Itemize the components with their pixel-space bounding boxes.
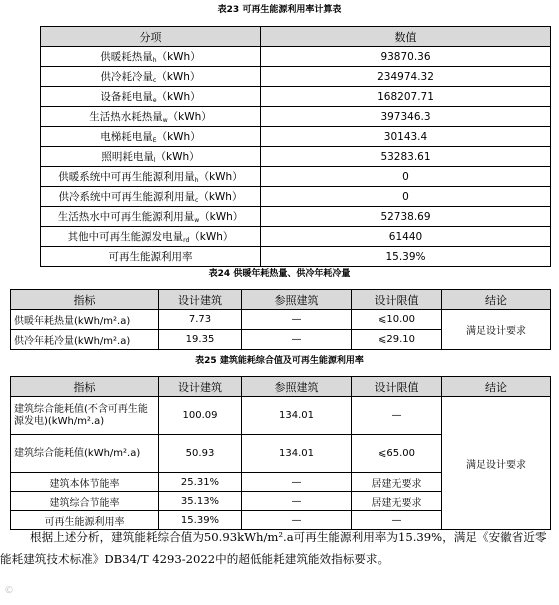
cell-limit: 居建无要求: [352, 473, 442, 492]
header-reference: 参照建筑: [242, 290, 352, 310]
header-value: 数值: [261, 27, 551, 47]
renewable-energy-table: [40, 26, 551, 267]
cell-design: 50.93: [159, 435, 242, 473]
table-row: [11, 397, 551, 435]
item-subscript: c: [153, 77, 157, 84]
table-header-row: [11, 377, 551, 397]
table-row: [41, 87, 551, 107]
item-subscript: h: [152, 57, 157, 64]
table-row: [41, 227, 551, 247]
cell-item: [41, 247, 261, 267]
item-label: 照明耗电量: [101, 151, 154, 163]
cell-value: 0: [261, 187, 551, 207]
item-label: 其他中可再生能源发电量: [67, 231, 184, 243]
cell-limit: —: [352, 397, 442, 435]
cell-reference: —: [242, 330, 352, 350]
cell-value: 61440: [261, 227, 551, 247]
cell-value: 0: [261, 167, 551, 187]
cell-item: [41, 207, 261, 227]
item-subscript: rd: [183, 237, 190, 244]
table-row: [41, 187, 551, 207]
item-label: 电梯耗电量: [100, 131, 153, 143]
cell-reference: —: [242, 473, 352, 492]
item-unit: （kWh）: [167, 111, 212, 123]
item-subscript: w: [194, 217, 200, 224]
item-unit: （kWh）: [155, 151, 200, 163]
cell-value: 53283.61: [261, 147, 551, 167]
item-subscript: w: [162, 117, 168, 124]
cell-item: [41, 147, 261, 167]
cell-design: 15.39%: [159, 511, 242, 530]
header-conclusion: 结论: [442, 290, 551, 310]
header-limit: 设计限值: [352, 377, 442, 397]
table-row: [41, 127, 551, 147]
cell-indicator: 建筑本体节能率: [11, 473, 159, 492]
item-unit: （kWh）: [198, 171, 243, 183]
cell-reference: 134.01: [242, 435, 352, 473]
cell-reference: —: [242, 492, 352, 511]
table-row: [41, 167, 551, 187]
cell-indicator: 建筑综合能耗值(不含可再生能源发电)(kWh/m².a): [11, 397, 159, 435]
watermark: ©: [4, 585, 14, 596]
item-subscript: c: [195, 197, 199, 204]
item-unit: （kWh）: [199, 211, 244, 223]
cell-indicator: 供冷年耗冷量(kWh/m².a): [11, 330, 159, 350]
cell-value: 30143.4: [261, 127, 551, 147]
table-row: [41, 107, 551, 127]
header-item: 分项: [41, 27, 261, 47]
item-unit: （kWh）: [156, 131, 201, 143]
header-indicator: 指标: [11, 290, 159, 310]
cell-indicator: 可再生能源利用率: [11, 511, 159, 530]
cell-design: 19.35: [159, 330, 242, 350]
item-subscript: E: [152, 137, 157, 144]
cell-limit: ⩽29.10: [352, 330, 442, 350]
cell-value: 234974.32: [261, 67, 551, 87]
header-reference: 参照建筑: [242, 377, 352, 397]
item-label: 供冷耗冷量: [100, 71, 154, 83]
item-label: 供暖耗热量: [100, 51, 153, 63]
cell-item: [41, 167, 261, 187]
item-unit: （kWh）: [198, 191, 243, 203]
cell-item: [41, 47, 261, 67]
header-design: 设计建筑: [159, 377, 242, 397]
cell-indicator: 供暖年耗热量(kWh/m².a): [11, 310, 159, 330]
summary-paragraph: 根据上述分析，建筑能耗综合值为50.93kWh/m².a可再生能源利用率为15.39%，满足《安徽省近零能耗建筑技术标准》DB34/T 4293-2022中的超低能耗建筑能效指标要求。: [0, 530, 547, 566]
table-row: [11, 310, 551, 330]
table-header-row: [41, 27, 551, 47]
table-row: [41, 147, 551, 167]
table-row: [41, 207, 551, 227]
cell-item: [41, 227, 261, 247]
cell-item: [41, 67, 261, 87]
cell-design: 25.31%: [159, 473, 242, 492]
cell-limit: —: [352, 511, 442, 530]
cell-design: 100.09: [159, 397, 242, 435]
cell-conclusion: 满足设计要求: [442, 310, 551, 350]
cell-indicator: 建筑综合能耗值(kWh/m².a): [11, 435, 159, 473]
table25-caption: 表25 建筑能耗综合值及可再生能源利用率: [195, 356, 364, 366]
table-row: [41, 47, 551, 67]
cell-item: [41, 187, 261, 207]
item-label: 生活热水中可再生能源利用量: [57, 211, 195, 223]
cell-design: 7.73: [159, 310, 242, 330]
item-unit: （kWh）: [189, 231, 234, 243]
table-header-row: [11, 290, 551, 310]
cell-reference: —: [242, 310, 352, 330]
cell-indicator: 建筑综合节能率: [11, 492, 159, 511]
cell-design: 35.13%: [159, 492, 242, 511]
cell-conclusion: 满足设计要求: [442, 397, 551, 530]
heating-cooling-table: [10, 289, 551, 350]
item-unit: （kWh）: [156, 91, 201, 103]
table-row: [41, 247, 551, 267]
table-row: [41, 67, 551, 87]
cell-value: 15.39%: [261, 247, 551, 267]
cell-item: [41, 107, 261, 127]
item-label: 可再生能源利用率: [108, 251, 193, 263]
header-conclusion: 结论: [442, 377, 551, 397]
item-label: 供暖系统中可再生能源利用量: [58, 171, 195, 183]
energy-consumption-table: [10, 376, 551, 530]
cell-limit: 居建无要求: [352, 492, 442, 511]
cell-limit: ⩽10.00: [352, 310, 442, 330]
cell-item: [41, 127, 261, 147]
cell-reference: —: [242, 511, 352, 530]
item-subscript: e: [152, 97, 157, 104]
item-label: 生活热水耗热量: [89, 111, 163, 123]
cell-value: 93870.36: [261, 47, 551, 67]
table23-caption: 表23 可再生能源利用率计算表: [217, 5, 342, 15]
table24-caption: 表24 供暖年耗热量、供冷年耗冷量: [208, 269, 351, 279]
cell-value: 52738.69: [261, 207, 551, 227]
item-label: 设备耗电量: [100, 91, 153, 103]
item-unit: （kWh）: [156, 71, 201, 83]
header-indicator: 指标: [11, 377, 159, 397]
header-design: 设计建筑: [159, 290, 242, 310]
header-limit: 设计限值: [352, 290, 442, 310]
item-subscript: l: [153, 157, 156, 164]
cell-value: 397346.3: [261, 107, 551, 127]
cell-value: 168207.71: [261, 87, 551, 107]
cell-reference: 134.01: [242, 397, 352, 435]
cell-limit: ⩽65.00: [352, 435, 442, 473]
item-unit: （kWh）: [156, 51, 201, 63]
item-label: 供冷系统中可再生能源利用量: [58, 191, 196, 203]
cell-item: [41, 87, 261, 107]
item-subscript: h: [194, 177, 199, 184]
